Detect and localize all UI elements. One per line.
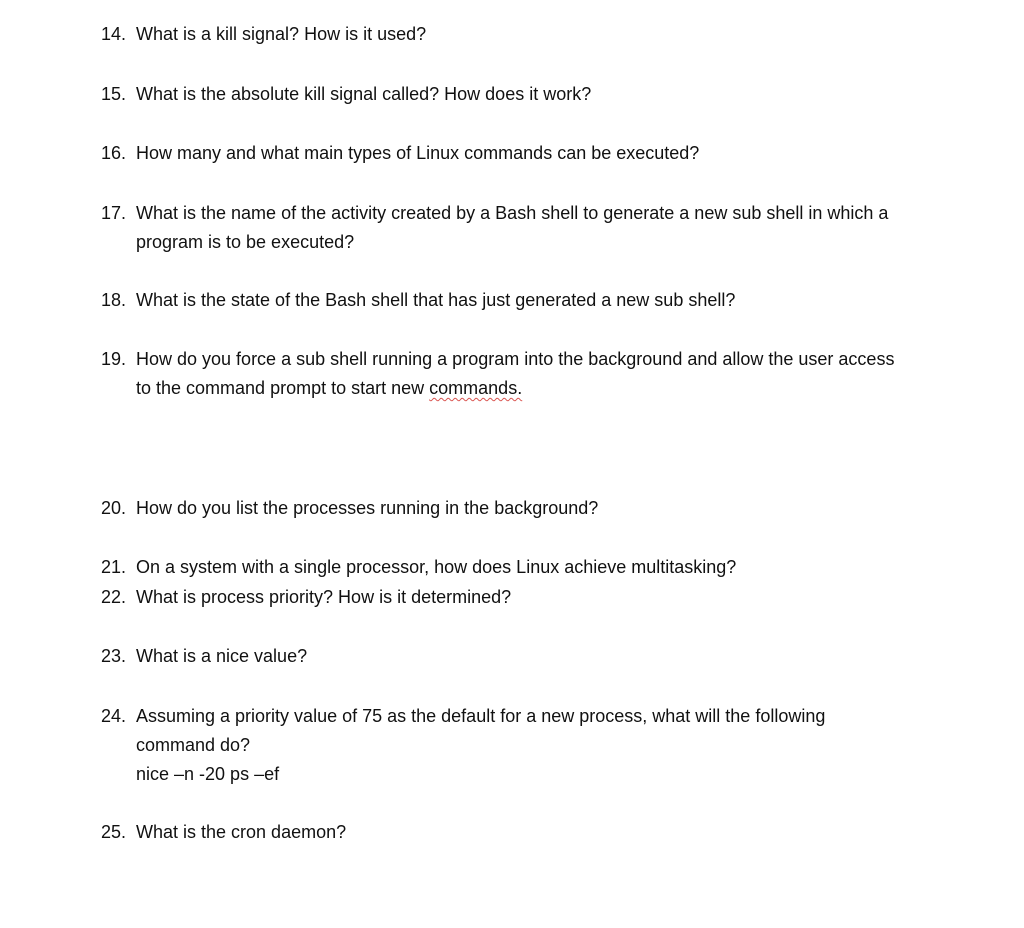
question-number: 21. xyxy=(101,557,127,577)
command-example: nice –n -20 ps –ef xyxy=(136,764,280,784)
question-22 xyxy=(101,583,981,612)
question-text: Assuming a priority value of 75 as the default for a new process, what will the following xyxy=(136,706,826,726)
question-21 xyxy=(101,553,981,582)
question-23 xyxy=(101,642,981,671)
question-17 xyxy=(101,199,981,257)
question-number: 15. xyxy=(101,84,127,104)
question-text: How many and what main types of Linux commands can be executed? xyxy=(136,143,700,163)
question-text: What is a kill signal? How is it used? xyxy=(136,24,427,44)
question-18 xyxy=(101,286,981,315)
question-text: What is the absolute kill signal called? How does it work? xyxy=(136,84,592,104)
question-number: 25. xyxy=(101,822,127,842)
question-15 xyxy=(101,80,981,109)
question-19 xyxy=(101,345,981,403)
question-number: 17. xyxy=(101,203,127,223)
question-number: 16. xyxy=(101,143,127,163)
question-number: 22. xyxy=(101,587,127,607)
question-14 xyxy=(101,20,981,49)
question-text-continued: command do? xyxy=(136,735,251,755)
question-text: What is a nice value? xyxy=(136,646,308,666)
question-text: What is the state of the Bash shell that has just generated a new sub shell? xyxy=(136,290,736,310)
question-25 xyxy=(101,818,981,847)
question-number: 20. xyxy=(101,498,127,518)
spellcheck-flagged-word[interactable]: commands. xyxy=(429,378,523,398)
question-number: 19. xyxy=(101,349,127,369)
question-text-continued: to the command prompt to start new xyxy=(136,378,425,398)
question-number: 18. xyxy=(101,290,127,310)
question-text: How do you list the processes running in the background? xyxy=(136,498,599,518)
question-text: On a system with a single processor, how does Linux achieve multitasking? xyxy=(136,557,737,577)
question-number: 24. xyxy=(101,706,127,726)
question-text: How do you force a sub shell running a program into the background and allow the user access xyxy=(136,349,895,369)
question-16 xyxy=(101,139,981,168)
question-24 xyxy=(101,702,981,789)
question-20 xyxy=(101,494,981,523)
question-text-continued: program is to be executed? xyxy=(136,232,355,252)
question-number: 14. xyxy=(101,24,127,44)
question-number: 23. xyxy=(101,646,127,666)
question-text: What is the name of the activity created by a Bash shell to generate a new sub shell in which a xyxy=(136,203,889,223)
question-text: What is the cron daemon? xyxy=(136,822,347,842)
question-text: What is process priority? How is it determined? xyxy=(136,587,512,607)
